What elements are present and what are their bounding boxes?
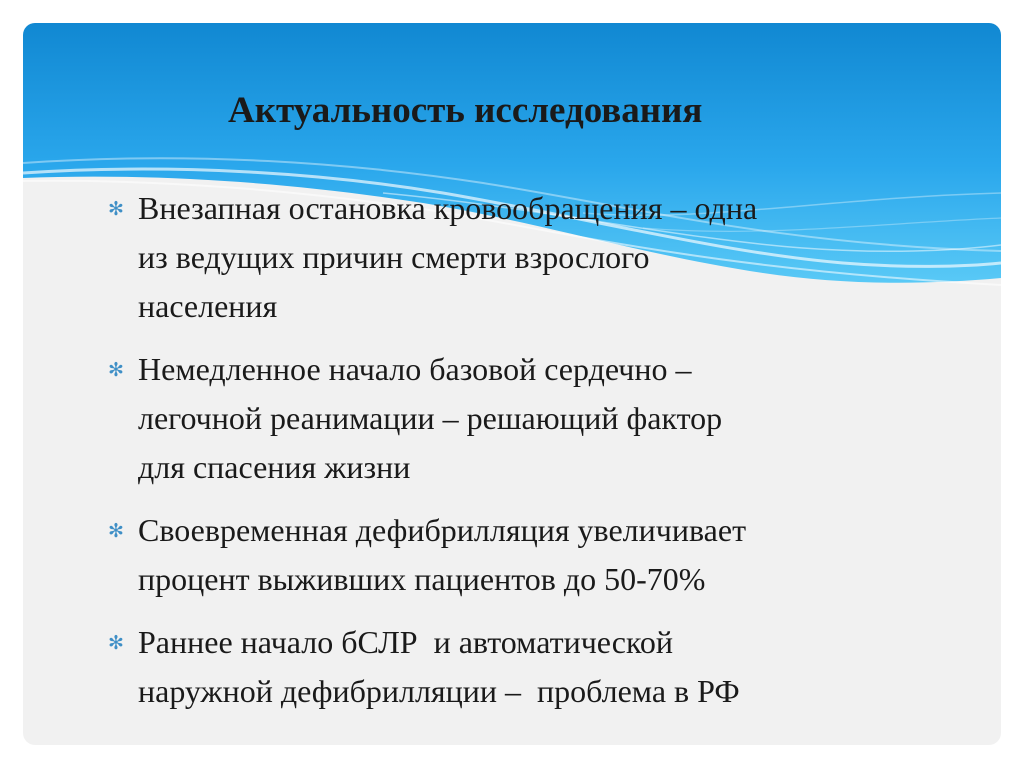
bullet-item <box>108 184 908 331</box>
asterisk-bullet-icon: ✻ <box>108 359 124 381</box>
bullet-text-line: наружной дефибрилляции – проблема в РФ <box>138 673 740 709</box>
slide <box>23 23 1001 745</box>
bullet-item <box>108 618 908 716</box>
bullet-text-line: из ведущих причин смерти взрослого <box>138 239 650 275</box>
slide-title: Актуальность исследования <box>228 90 703 131</box>
bullet-text-line: легочной реанимации – решающий фактор <box>138 400 723 436</box>
bullet-text-line: населения <box>138 288 278 324</box>
bullet-item <box>108 345 908 492</box>
asterisk-bullet-icon: ✻ <box>108 632 124 654</box>
bullet-item <box>108 506 908 604</box>
bullet-text-line: для спасения жизни <box>138 449 411 485</box>
bullet-text-line: процент выживших пациентов до 50-70% <box>138 561 706 597</box>
bullet-text-line: Своевременная дефибрилляция увеличивает <box>138 512 747 548</box>
bullet-text-line: Немедленное начало базовой сердечно – <box>138 351 692 387</box>
asterisk-bullet-icon: ✻ <box>108 520 124 542</box>
asterisk-bullet-icon: ✻ <box>108 198 124 220</box>
bullet-text-line: Внезапная остановка кровообращения – одна <box>138 190 758 226</box>
bullet-text-line: Раннее начало бСЛР и автоматической <box>138 624 674 660</box>
bullet-list <box>108 184 908 730</box>
